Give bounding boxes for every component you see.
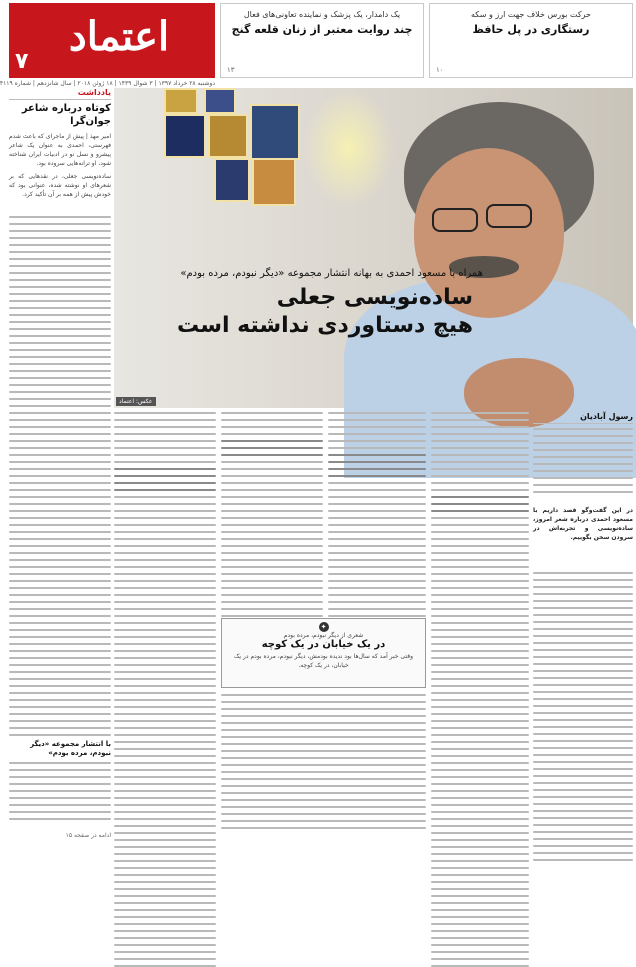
glasses-right-lens — [486, 204, 532, 228]
masthead — [9, 3, 215, 78]
column-text-block — [9, 216, 111, 736]
column-paragraph: ساده‌نویسی جعلی، در نقدهایی که بر شعرهای او نوشته شده، عنوانی بود که خودش پیش از همه بر آن تأکید کرد. — [9, 173, 111, 198]
teaser-page-number: ۱۰ — [436, 66, 444, 74]
divider — [9, 99, 111, 100]
window-light — [304, 88, 394, 208]
column-title: کوتاه درباره شاعر جوان‌گرا — [21, 103, 111, 127]
byline: رسول آبادیان — [580, 412, 633, 421]
column-text-block — [533, 572, 633, 822]
teaser-page-number: ۱۳ — [227, 66, 235, 74]
teaser-box-1[interactable] — [429, 3, 633, 78]
text-column-4 — [431, 412, 529, 812]
dateline: دوشنبه ۲۸ خرداد ۱۳۹۷ | ۳ شوال ۱۴۳۹ | ۱۸ ژوئن ۲۰۱۸ | سال شانزدهم | شماره ۴۱۱۹ — [0, 80, 215, 87]
inset-title: در یک خیابان در یک کوچه — [261, 639, 386, 650]
page-number: ۷ — [15, 49, 29, 74]
wall-tile — [252, 158, 296, 206]
headline-line-1: ساده‌نویسی جعلی — [276, 285, 473, 310]
teaser-box-2[interactable] — [220, 3, 424, 78]
newspaper-logo: اعتماد — [68, 13, 170, 60]
wall-tile — [164, 114, 206, 158]
inset-label: شعری از دیگر نبودم، مرده بودم — [283, 632, 364, 639]
wall-tile — [250, 104, 300, 160]
wall-tile — [204, 88, 236, 114]
continued-note: ادامه در صفحه ۱۵ — [65, 831, 111, 839]
column-body — [9, 132, 111, 212]
inset-box — [221, 618, 426, 688]
inset-text: وقتی خبر آمد که سال‌ها بود ندیده بودمش، دیگر نبودم، مرده بودم در یک خیابان، در یک کوچه. — [234, 653, 413, 669]
divider — [533, 423, 633, 424]
text-column-2 — [221, 412, 323, 612]
wall-tile — [164, 88, 198, 114]
text-block-bottom — [221, 694, 426, 812]
teaser-kicker: حرکت بورس خلاف جهت ارز و سکه — [471, 10, 591, 19]
photo-credit: عکس: اعتماد — [116, 397, 156, 406]
highlight-paragraph: در این گفت‌وگو قصد داریم با مسعود احمدی درباره شعر امروز، ساده‌نویسی و تجربه‌اش در سرودن سخن بگوییم. — [533, 507, 633, 541]
column-paragraph: امیر مهذ | پیش از ماجرای که باعث شدم فهرستی، احمدی به عنوان یک شاعر پیشرو و نسل نو در ادبیات ایران شناخته شود، او ترانه‌هایی سروده بود. — [9, 133, 111, 167]
right-column — [533, 412, 633, 812]
text-column-3 — [328, 412, 426, 612]
section-tag: یادداشت — [77, 88, 111, 97]
ornament-icon: ✦ — [319, 622, 329, 632]
column-text-block — [533, 428, 633, 506]
feature-kicker: همراه با مسعود احمدی به بهانه انتشار مجموعه «دیگر نبودم، مرده بودم» — [180, 268, 483, 279]
text-column-1 — [114, 412, 216, 812]
glasses-left-lens — [432, 208, 478, 232]
wall-tile — [214, 158, 250, 202]
column-subtitle: با انتشار مجموعه «دیگر نبودم، مرده بودم» — [30, 740, 111, 757]
teaser-headline: رستگاری در پل حافظ — [472, 22, 590, 36]
headline-line-2: هیچ دستاوردی نداشته است — [177, 312, 473, 338]
left-column — [9, 88, 111, 839]
column-text-block — [9, 762, 111, 832]
teaser-kicker: یک دامدار، یک پزشک و نماینده تعاونی‌های فعال — [243, 10, 401, 19]
wall-tile — [208, 114, 248, 158]
feature-photo — [114, 88, 633, 408]
feature-headline — [143, 284, 473, 339]
teaser-headline: چند روایت معتبر از زنان قلعه گنج — [231, 22, 413, 36]
